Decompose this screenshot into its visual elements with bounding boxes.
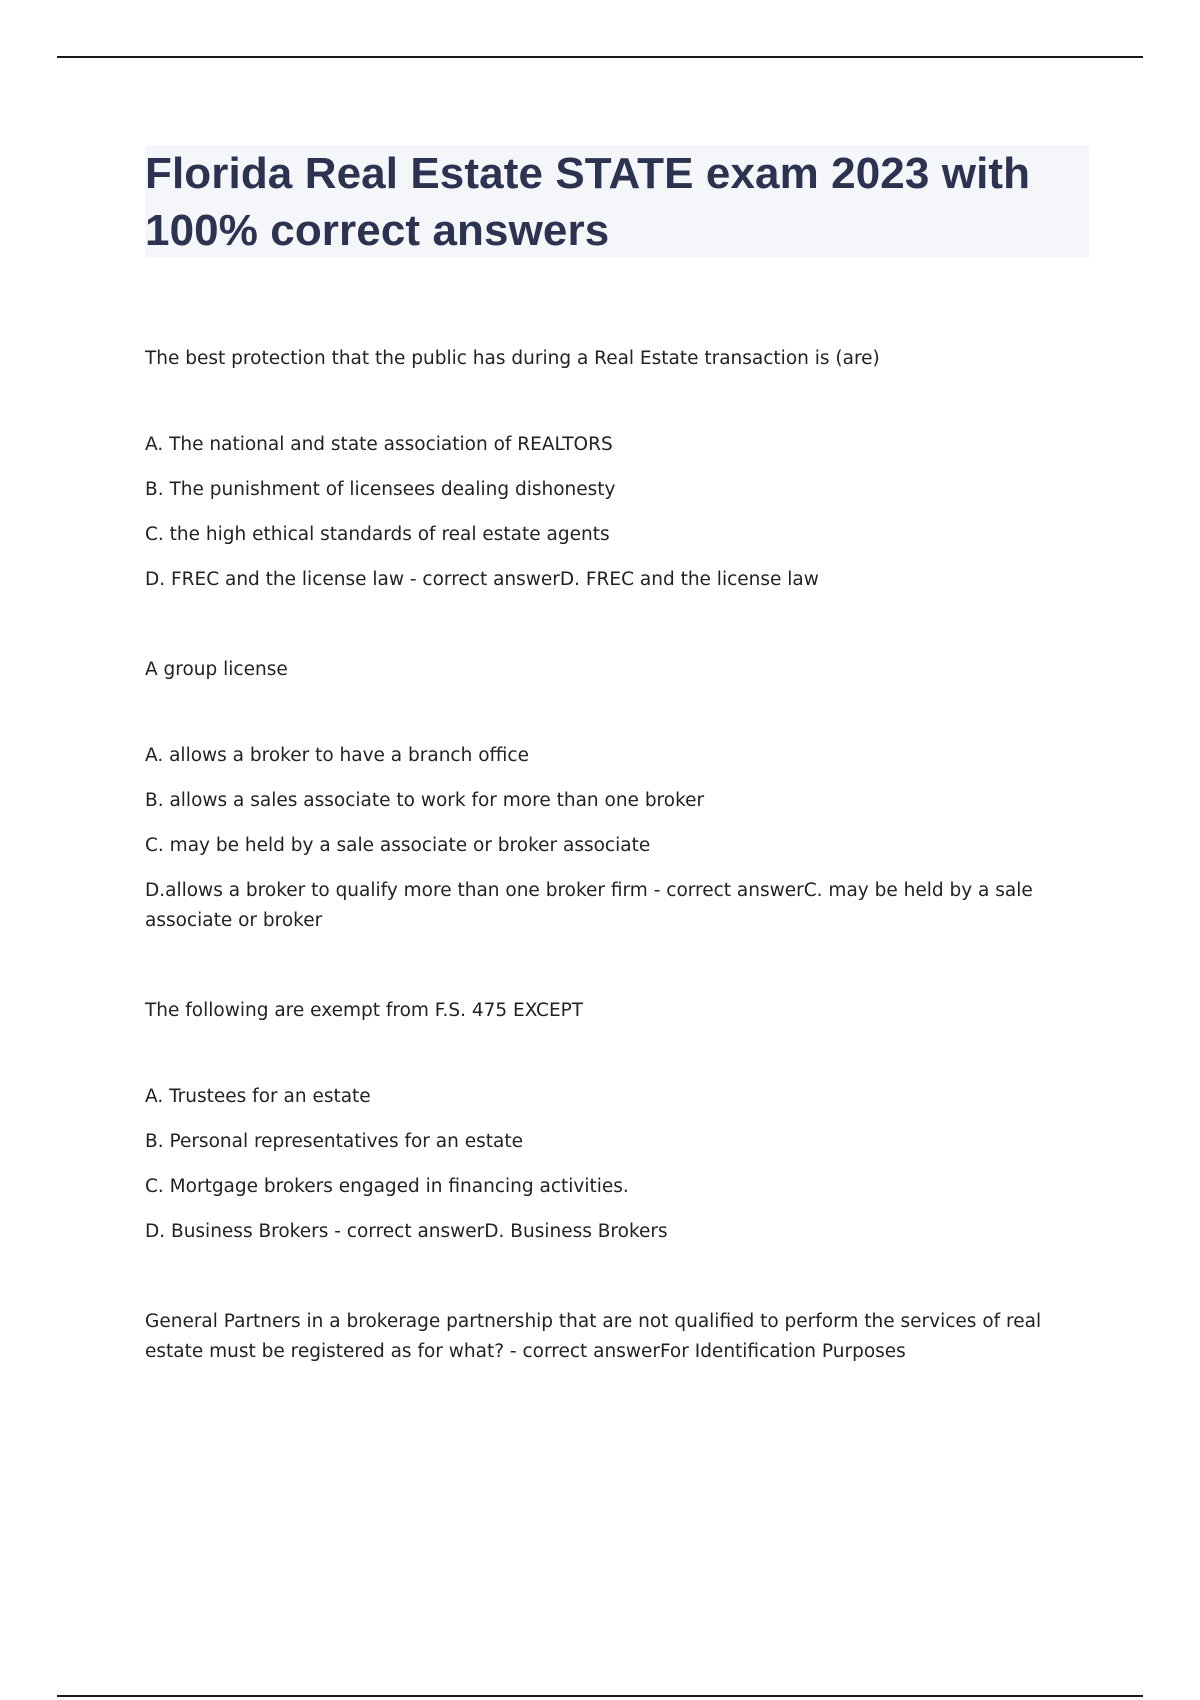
- question-block-1: [145, 344, 1089, 595]
- answer-options: [145, 741, 1089, 936]
- answer-options: [145, 1082, 1089, 1247]
- answer-options: [145, 430, 1089, 595]
- answer-option: A. Trustees for an estate: [145, 1086, 371, 1107]
- bottom-rule: [57, 1695, 1143, 1697]
- question-text: A group license: [145, 659, 288, 680]
- answer-option: A. The national and state association of REALTORS: [145, 434, 613, 455]
- answer-option: B. The punishment of licensees dealing dishonesty: [145, 479, 616, 500]
- answer-option: C. Mortgage brokers engaged in financing activities.: [145, 1176, 629, 1197]
- document-title: Florida Real Estate STATE exam 2023 with 100% correct answers: [145, 149, 1031, 255]
- answer-option: C. may be held by a sale associate or broker associate: [145, 835, 651, 856]
- question-text: The best protection that the public has during a Real Estate transaction is (are): [145, 348, 880, 369]
- question-block-2: [145, 655, 1089, 936]
- answer-option: A. allows a broker to have a branch office: [145, 745, 529, 766]
- answer-option: D.allows a broker to qualify more than one broker firm - correct answerC. may be held by a sale associate or broker: [145, 880, 1033, 931]
- question-text: General Partners in a brokerage partnership that are not qualified to perform the services of real estate must be registered as for what? - correct answerFor Identification Purposes: [145, 1311, 1042, 1362]
- answer-option: D. Business Brokers - correct answerD. Business Brokers: [145, 1221, 668, 1242]
- question-text: The following are exempt from F.S. 475 EXCEPT: [145, 1000, 584, 1021]
- document-body: [145, 344, 1089, 1427]
- top-rule: [57, 56, 1143, 58]
- answer-option: D. FREC and the license law - correct answerD. FREC and the license law: [145, 569, 819, 590]
- title-banner: [145, 145, 1089, 257]
- answer-option: C. the high ethical standards of real estate agents: [145, 524, 610, 545]
- answer-option: B. Personal representatives for an estate: [145, 1131, 523, 1152]
- question-block-3: [145, 996, 1089, 1247]
- question-block-4: [145, 1307, 1089, 1367]
- answer-option: B. allows a sales associate to work for more than one broker: [145, 790, 705, 811]
